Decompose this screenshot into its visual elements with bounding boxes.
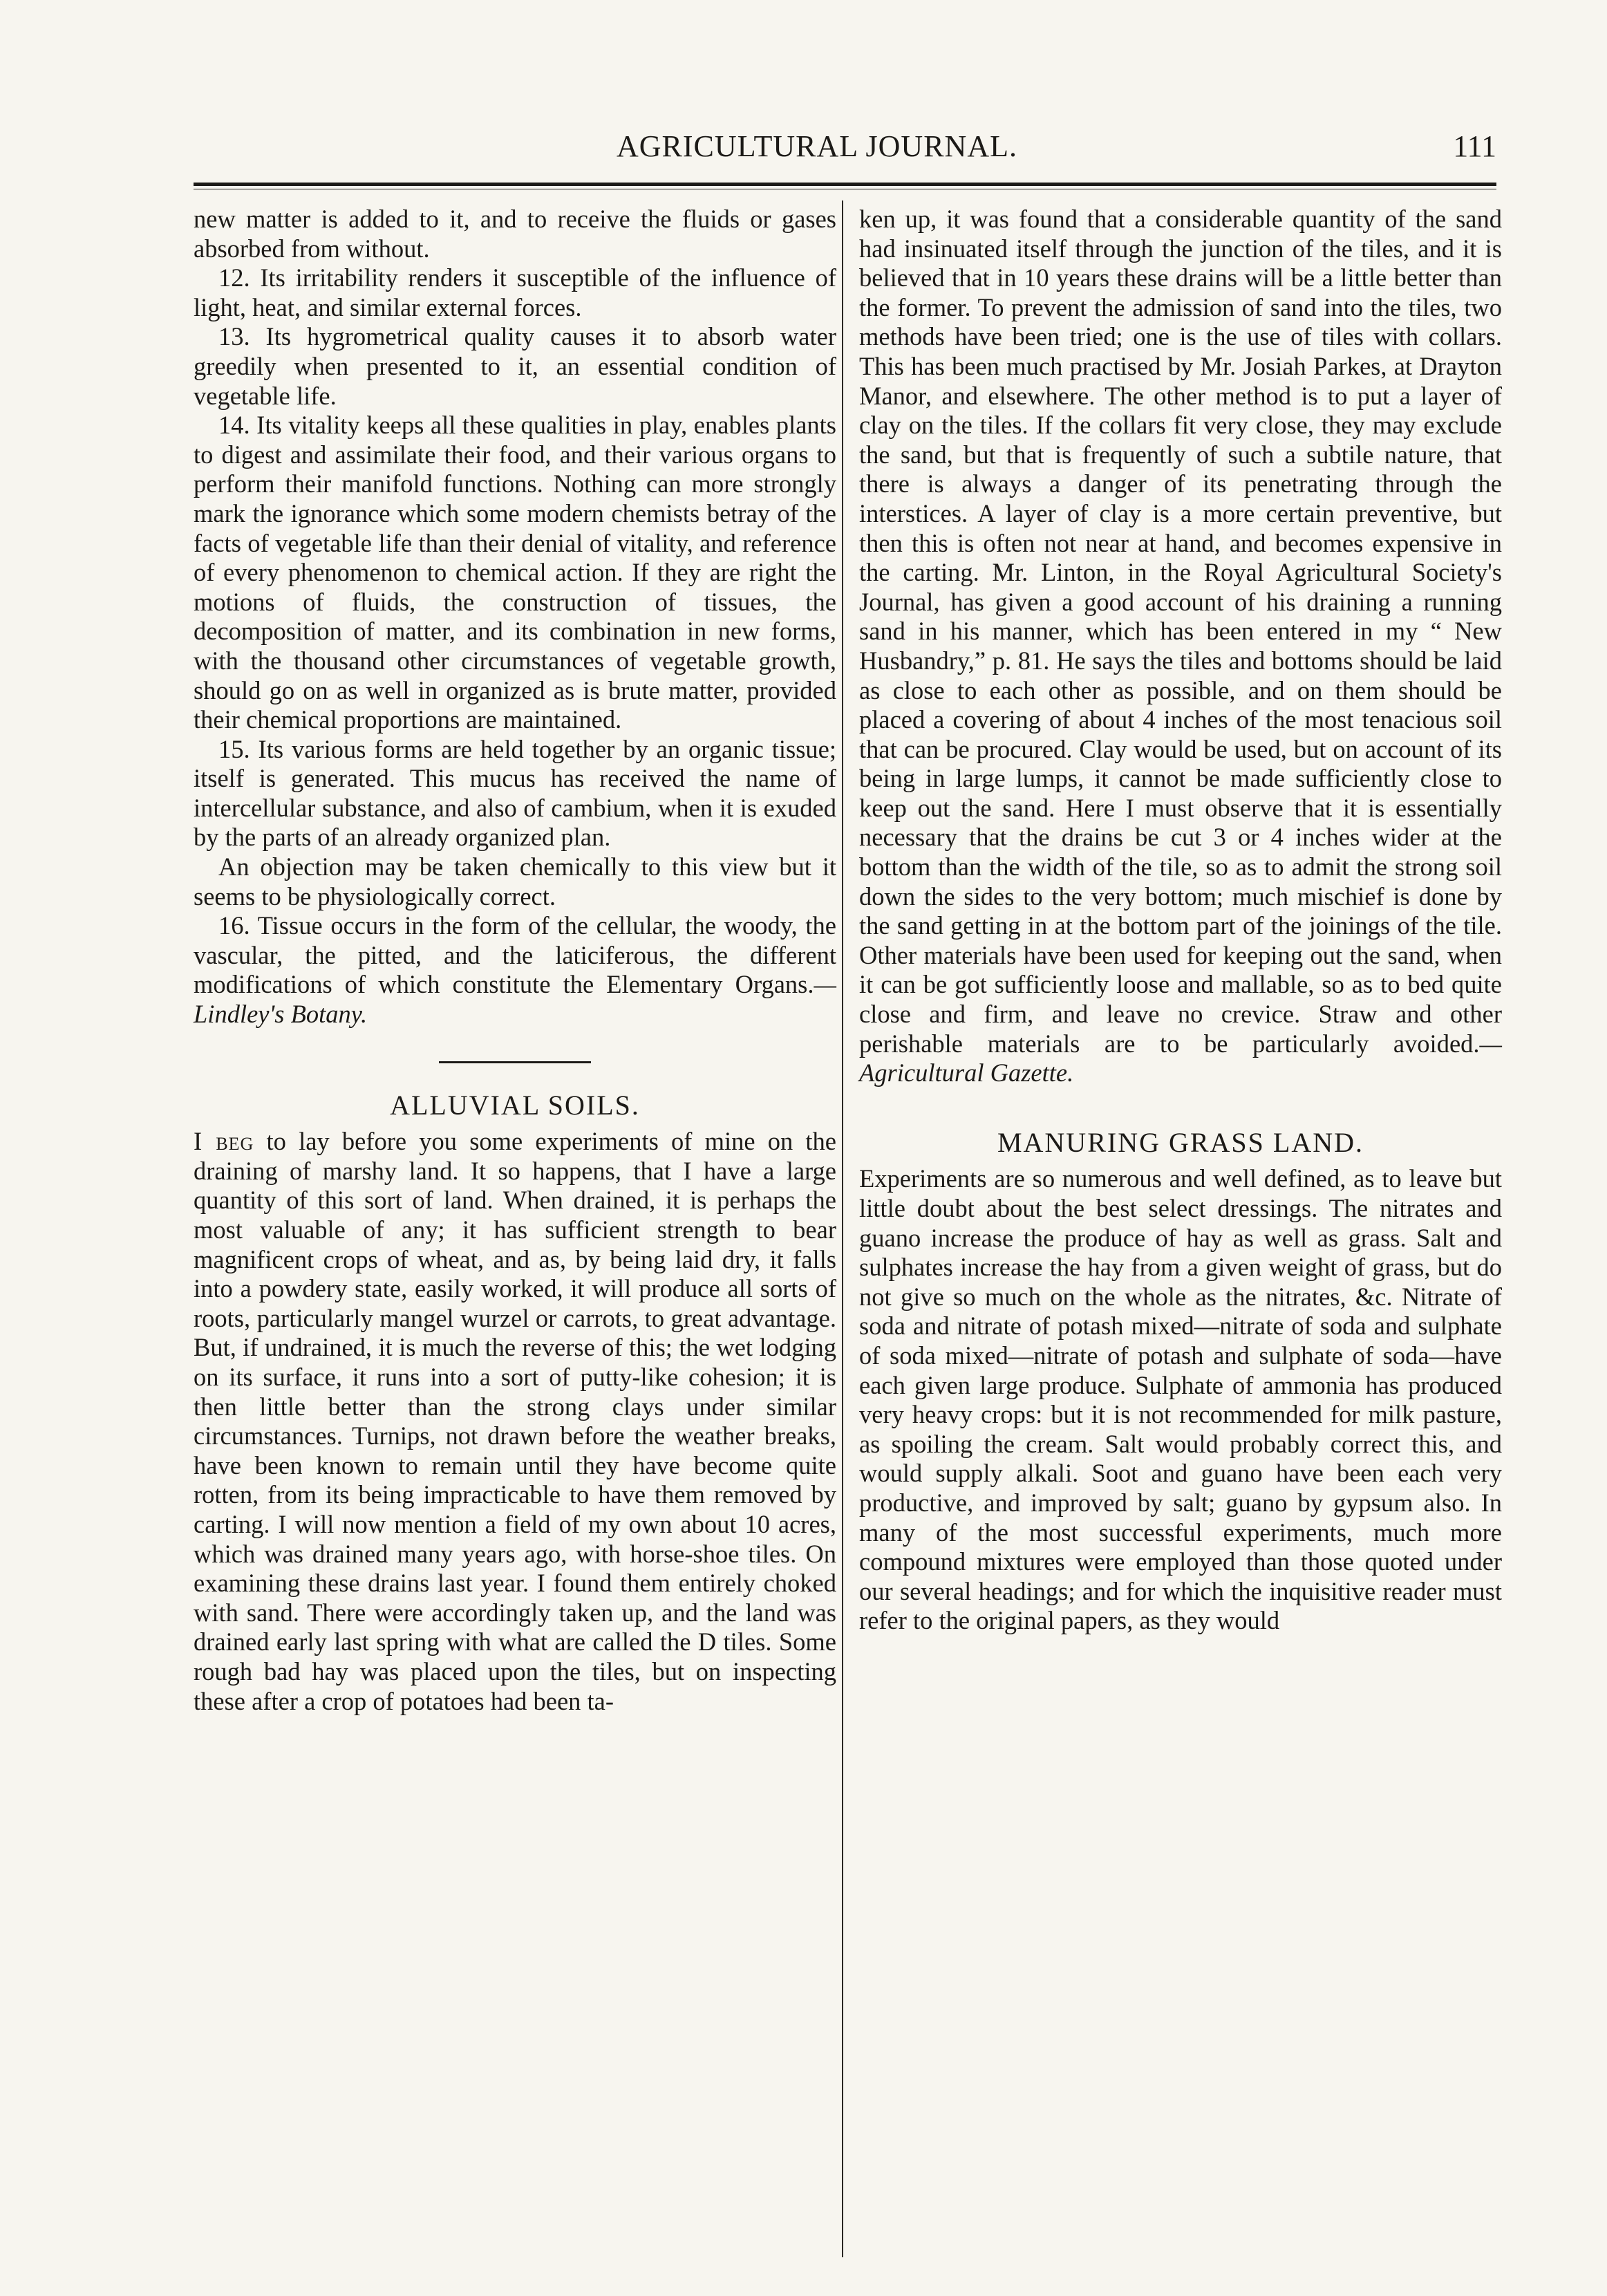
lead-in: I beg: [194, 1127, 254, 1156]
column-divider: [842, 200, 843, 2257]
paragraph-text: 16. Tissue occurs in the form of the cellular, the woody, the vascular, the pitted, and the laticiferous, the different modifications of which constitute the Elementary Organs.: [194, 911, 836, 999]
section-title-alluvial-soils: ALLUVIAL SOILS.: [390, 1089, 640, 1121]
source-attribution: —Lindley's Botany.: [194, 970, 836, 1029]
paragraph: 12. Its irritability renders it susceptible of the influence of light, heat, and similar external forces.: [194, 263, 836, 321]
paragraph-text: to lay before you some experiments of mine on the draining of marshy land. It so happens, that I have a large quantity of this sort of land. When drained, it is perhaps the most valuable of any; it has sufficient strength to bear magnificent crops of wheat, and as, by being laid dry, it falls into a powdery state, easily worked, it will produce all sorts of roots, particularly mangel wurzel or carrots, to great advantage. But, if undrained, it is much the reverse of this; the wet lodging on its surface, it runs into a sort of putty-like cohesion; it is then little better than the strong clays under similar circumstances. Turnips, not drawn before the weather breaks, have been known to remain until they have become quite rotten, from its being impracticable to have them removed by carting. I will now mention a field of my own about 10 acres, which was drained many years ago, with horse-shoe tiles. On examining these drains last year. I found them entirely choked with sand. There were accordingly taken up, and the land was drained early last spring with what are called the D tiles. Some rough bad hay was placed upon the tiles, but on inspecting these after a crop of potatoes had been ta-: [194, 1127, 836, 1715]
running-title: AGRICULTURAL JOURNAL.: [617, 129, 1017, 163]
paragraph: [194, 911, 836, 1029]
source-attribution: —Agricultural Gazette.: [859, 1029, 1502, 1088]
page-number: 111: [1453, 129, 1496, 163]
page-header: [194, 129, 1496, 170]
paragraph-text: ken up, it was found that a considerable quantity of the sand had insinuated itself through the junction of the tiles, and it is believed that in 10 years these drains will be a little better than the former. To prevent the admission of sand into the tiles, two methods have been tried; one is the use of tiles with collars. This has been much practised by Mr. Josiah Parkes, at Drayton Manor, and elsewhere. The other method is to put a layer of clay on the tiles. If the collars fit very close, they may exclude the sand, but that is frequently of such a subtile nature, that there is always a danger of its penetrating through the interstices. A layer of clay is a more certain preventive, but then this is often not near at hand, and becomes expensive in the carting. Mr. Linton, in the Royal Agricultural Society's Journal, has given a good account of his draining a running sand in his manner, which has been entered in my “ New Husbandry,” p. 81. He says the tiles and bottoms should be laid as close to each other as possible, and on them should be placed a covering of about 4 inches of the most tenacious soil that can be procured. Clay would be used, but on account of its being in large lumps, it cannot be made sufficiently close to keep out the sand. Here I must observe that it is essentially necessary that the drains be cut 3 or 4 inches wider at the bottom than the width of the tile, so as to admit the strong soil down the sides to the very bottom; much mischief is done by the sand getting in at the bottom part of the joinings of the tile. Other materials have been used for keeping out the sand, when it can be got sufficiently loose and mallable, so as to bed quite close and firm, and leave no crevice. Straw and other perishable materials are to be particularly avoided.: [859, 205, 1502, 1058]
paragraph: [194, 1127, 836, 1716]
paragraph: An objection may be taken chemically to this view but it seems to be physiologically correct.: [194, 852, 836, 911]
paragraph: 15. Its various forms are held together by an organic tissue; itself is generated. This mucus has received the name of intercellular substance, and also of cambium, when it is exuded by the parts of an already organized plan.: [194, 734, 836, 852]
section-title-manuring-grass-land: MANURING GRASS LAND.: [997, 1126, 1364, 1158]
paragraph: 14. Its vitality keeps all these qualities in play, enables plants to digest and assimilate their food, and their various organs to perform their manifold functions. Nothing can more strongly mark the ignorance which some modern chemists betray of the facts of vegetable life than their denial of vitality, and reference of every phenomenon to chemical action. If they are right the motions of fluids, the construction of tissues, the decomposition of matter, and its combination in new forms, with the thousand other circumstances of vegetable growth, should go on as well in organized as is brute matter, provided their chemical proportions are maintained.: [194, 411, 836, 734]
paragraph: Experiments are so numerous and well defined, as to leave but little doubt about the best select dressings. The nitrates and guano increase the produce of hay as well as grass. Salt and sulphates increase the hay from a given weight of grass, but do not give so much on the whole as the nitrates, &c. Nitrate of soda and nitrate of potash mixed—nitrate of soda and sulphate of soda mixed—nitrate of potash and sulphate of soda—have each given large produce. Sulphate of ammonia has produced very heavy crops: but it is not recommended for milk pasture, as spoiling the cream. Salt would probably correct this, and would supply alkali. Soot and guano have been each very productive, and improved by salt; guano by gypsum also. In many of the most successful experiments, much more compound mixtures were employed than those quoted under our several headings; and for which the inquisitive reader must refer to the original papers, as they would: [859, 1164, 1502, 1635]
paragraph: [859, 205, 1502, 1088]
right-column: [859, 205, 1502, 1636]
section-divider: [439, 1061, 591, 1063]
paragraph: 13. Its hygrometrical quality causes it to absorb water greedily when presented to it, an essential condition of vegetable life.: [194, 322, 836, 410]
header-rule: [194, 183, 1496, 186]
paragraph: new matter is added to it, and to receive the fluids or gases absorbed from without.: [194, 205, 836, 263]
left-column: [194, 205, 836, 1716]
